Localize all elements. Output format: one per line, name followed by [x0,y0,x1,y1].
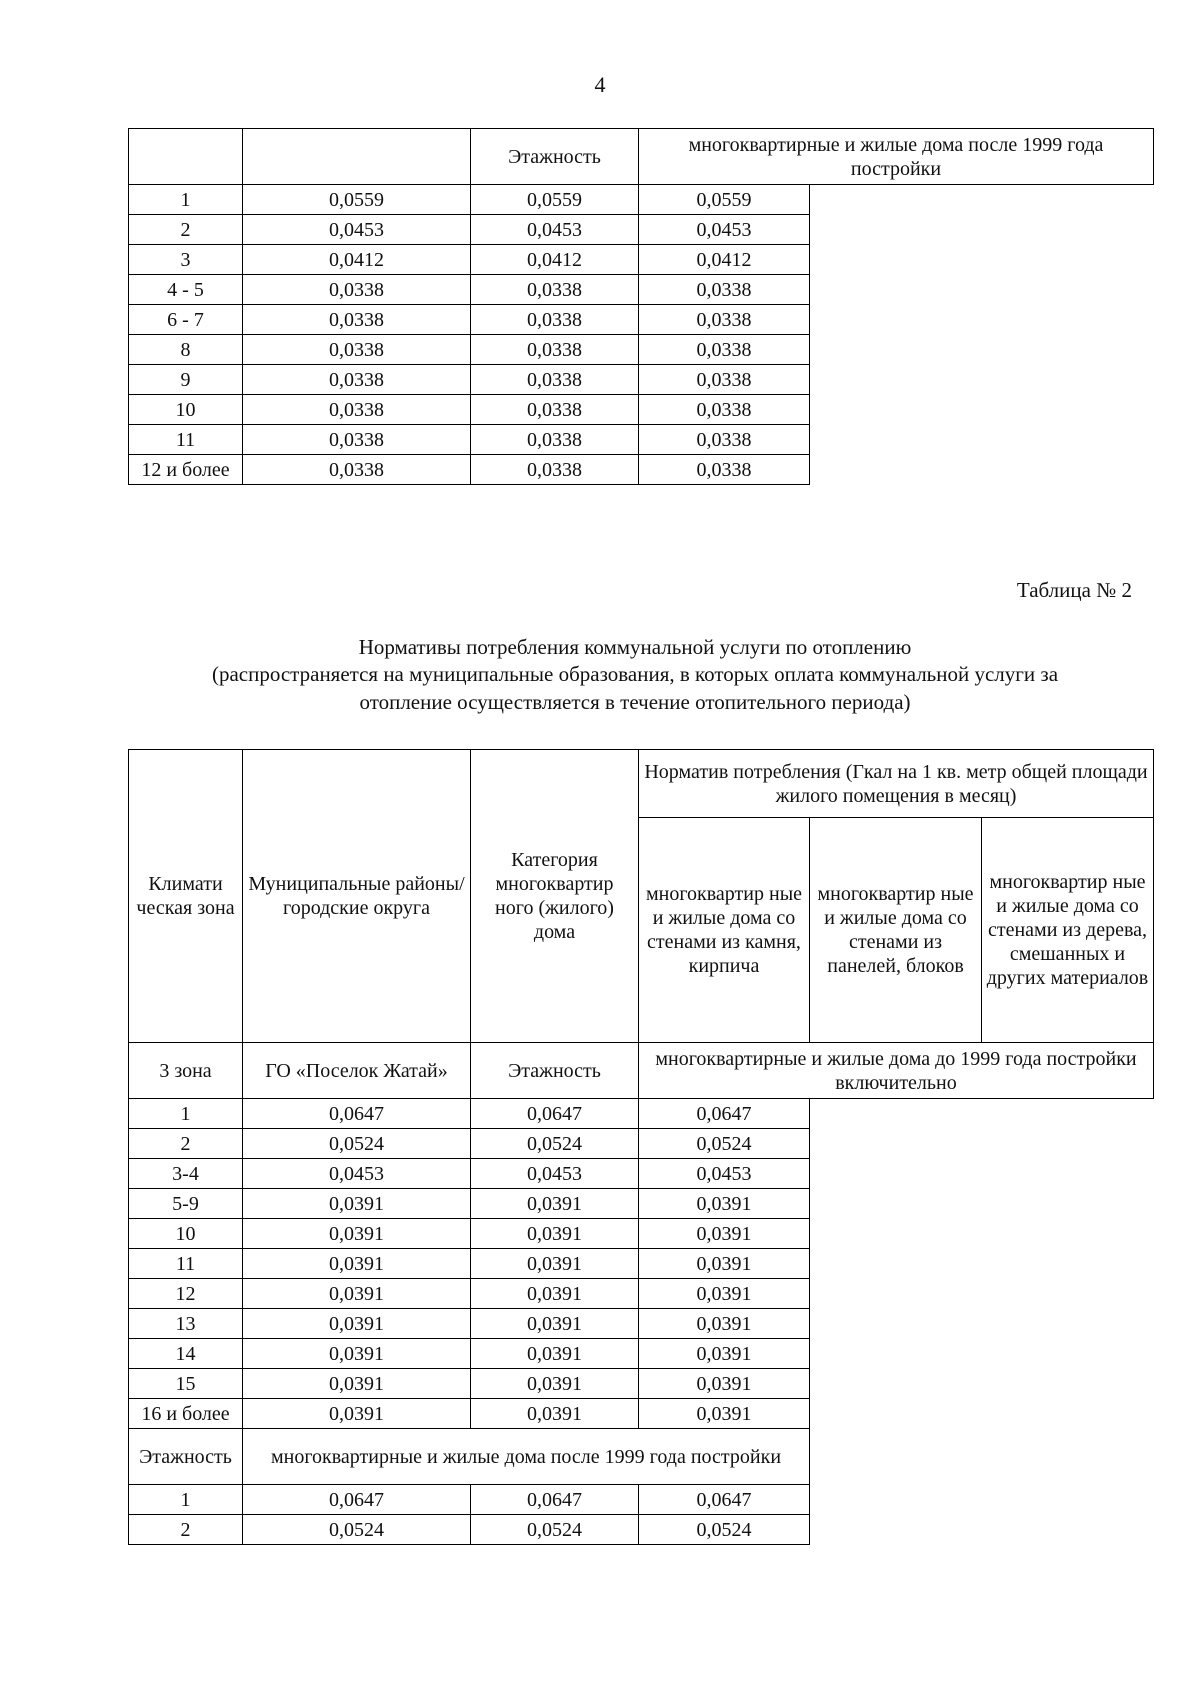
table-row [129,1515,1154,1545]
value-cell-stone: 0,0338 [243,395,471,425]
value-cell-panel: 0,0391 [471,1339,639,1369]
value-cell-stone: 0,0412 [243,245,471,275]
value-cell-wood: 0,0647 [639,1099,810,1129]
table-row [129,1309,1154,1339]
header-stone: многоквартир ные и жилые дома со стенами из камня, кирпича [639,818,810,1043]
value-cell-panel: 0,0391 [471,1399,639,1429]
value-cell-wood: 0,0391 [639,1219,810,1249]
floors-cell: 2 [129,215,243,245]
value-cell-stone: 0,0453 [243,1159,471,1189]
value-cell-wood: 0,0391 [639,1369,810,1399]
value-cell-panel: 0,0338 [471,365,639,395]
header-panel: многоквартир ные и жилые дома со стенами из панелей, блоков [810,818,982,1043]
section-category-label: многоквартирные и жилые дома после 1999 года постройки [243,1429,810,1485]
value-cell-wood: 0,0338 [639,365,810,395]
table-row [129,215,1154,245]
value-cell-stone: 0,0391 [243,1309,471,1339]
floors-cell: 2 [129,1129,243,1159]
floors-label: Этажность [129,1429,243,1485]
floors-cell: 8 [129,335,243,365]
value-cell-wood: 0,0338 [639,425,810,455]
value-cell-wood: 0,0412 [639,245,810,275]
value-cell-stone: 0,0647 [243,1485,471,1515]
table-row [129,245,1154,275]
floors-cell: 12 [129,1279,243,1309]
header-district: Муниципальные районы/городские округа [243,750,471,1043]
table-row [129,1399,1154,1429]
table-row [129,185,1154,215]
table-2 [128,749,1154,1545]
value-cell-wood: 0,0338 [639,275,810,305]
value-cell-stone: 0,0338 [243,425,471,455]
header-norm: Норматив потребления (Гкал на 1 кв. метр общей площади жилого помещения в месяц) [639,750,1154,818]
table-row [129,1189,1154,1219]
table-row [129,275,1154,305]
value-cell-wood: 0,0338 [639,455,810,485]
floors-cell: 15 [129,1369,243,1399]
value-cell-stone: 0,0391 [243,1189,471,1219]
table-row [129,425,1154,455]
floors-cell: 3-4 [129,1159,243,1189]
zone-cell: 3 зона [129,1043,243,1099]
table-1-continuation [128,128,1154,485]
section-category-label: многоквартирные и жилые дома до 1999 года постройки включительно [639,1043,1154,1099]
floors-cell: 12 и более [129,455,243,485]
value-cell-panel: 0,0338 [471,305,639,335]
value-cell-stone: 0,0338 [243,335,471,365]
floors-cell: 11 [129,1249,243,1279]
value-cell-stone: 0,0338 [243,275,471,305]
table-row [129,455,1154,485]
table-title-line: Нормативы потребления коммунальной услуги по отоплению [358,635,912,659]
floors-cell: 14 [129,1339,243,1369]
value-cell-stone: 0,0524 [243,1515,471,1545]
value-cell-panel: 0,0391 [471,1279,639,1309]
value-cell-panel: 0,0338 [471,335,639,365]
floors-cell: 3 [129,245,243,275]
value-cell-stone: 0,0391 [243,1369,471,1399]
floors-cell: 13 [129,1309,243,1339]
floors-cell: 2 [129,1515,243,1545]
table-row [129,305,1154,335]
value-cell-panel: 0,0338 [471,275,639,305]
value-cell-wood: 0,0391 [639,1339,810,1369]
floors-cell: 5-9 [129,1189,243,1219]
page-number: 4 [594,72,606,97]
table-2-section-2-rows [129,1485,1154,1545]
table-row [129,365,1154,395]
table-row [129,395,1154,425]
value-cell-panel: 0,0412 [471,245,639,275]
floors-cell: 4 - 5 [129,275,243,305]
value-cell-wood: 0,0391 [639,1399,810,1429]
section-category-label: многоквартирные и жилые дома после 1999 года постройки [639,129,1154,185]
value-cell-panel: 0,0524 [471,1129,639,1159]
zone-cell [129,129,243,185]
value-cell-stone: 0,0647 [243,1099,471,1129]
value-cell-stone: 0,0338 [243,365,471,395]
header-wood: многоквартир ные и жилые дома со стенами из дерева, смешанных и других материалов [982,818,1154,1043]
value-cell-panel: 0,0338 [471,455,639,485]
value-cell-panel: 0,0453 [471,1159,639,1189]
value-cell-wood: 0,0559 [639,185,810,215]
table-row [129,1279,1154,1309]
value-cell-wood: 0,0524 [639,1515,810,1545]
table-caption: Таблица № 2 [1016,578,1132,602]
value-cell-wood: 0,0453 [639,215,810,245]
value-cell-stone: 0,0391 [243,1249,471,1279]
floors-cell: 9 [129,365,243,395]
value-cell-wood: 0,0453 [639,1159,810,1189]
floors-cell: 11 [129,425,243,455]
table-row [129,1159,1154,1189]
floors-cell: 10 [129,1219,243,1249]
value-cell-wood: 0,0524 [639,1129,810,1159]
value-cell-panel: 0,0391 [471,1249,639,1279]
floors-cell: 16 и более [129,1399,243,1429]
table-row [129,1339,1154,1369]
table-2-section-1-rows [129,1099,1154,1429]
value-cell-wood: 0,0338 [639,305,810,335]
header-category: Категория многоквартир ного (жилого) дома [471,750,639,1043]
district-cell: ГО «Поселок Жатай» [243,1043,471,1099]
value-cell-stone: 0,0391 [243,1219,471,1249]
district-cell [243,129,471,185]
value-cell-stone: 0,0338 [243,305,471,335]
value-cell-panel: 0,0647 [471,1485,639,1515]
table-row [129,1485,1154,1515]
table-title-line: (распространяется на муниципальные образования, в которых оплата коммунальной услуги за [211,662,1059,687]
value-cell-stone: 0,0391 [243,1279,471,1309]
value-cell-panel: 0,0559 [471,185,639,215]
floors-cell: 10 [129,395,243,425]
value-cell-stone: 0,0453 [243,215,471,245]
value-cell-panel: 0,0647 [471,1099,639,1129]
value-cell-panel: 0,0391 [471,1219,639,1249]
value-cell-wood: 0,0391 [639,1189,810,1219]
value-cell-wood: 0,0391 [639,1309,810,1339]
table-title [130,634,1140,716]
value-cell-wood: 0,0647 [639,1485,810,1515]
table-row [129,1099,1154,1129]
floors-label: Этажность [471,1043,639,1099]
table-title-line: отопление осуществляется в течение отопительного периода) [359,689,911,714]
value-cell-stone: 0,0391 [243,1399,471,1429]
value-cell-stone: 0,0391 [243,1339,471,1369]
table-row [129,1249,1154,1279]
header-zone: Климати ческая зона [129,750,243,1043]
value-cell-wood: 0,0391 [639,1279,810,1309]
floors-cell: 6 - 7 [129,305,243,335]
table-row [129,1129,1154,1159]
floors-cell: 1 [129,1485,243,1515]
value-cell-panel: 0,0391 [471,1369,639,1399]
value-cell-wood: 0,0338 [639,335,810,365]
value-cell-panel: 0,0391 [471,1189,639,1219]
value-cell-panel: 0,0391 [471,1309,639,1339]
floors-cell: 1 [129,1099,243,1129]
value-cell-wood: 0,0391 [639,1249,810,1279]
table-1-rows [129,185,1154,485]
value-cell-stone: 0,0338 [243,455,471,485]
value-cell-wood: 0,0338 [639,395,810,425]
floors-label: Этажность [471,129,639,185]
value-cell-panel: 0,0338 [471,425,639,455]
value-cell-panel: 0,0338 [471,395,639,425]
table-row [129,335,1154,365]
value-cell-panel: 0,0524 [471,1515,639,1545]
value-cell-stone: 0,0524 [243,1129,471,1159]
table-row [129,1219,1154,1249]
floors-cell: 1 [129,185,243,215]
value-cell-stone: 0,0559 [243,185,471,215]
value-cell-panel: 0,0453 [471,215,639,245]
table-row [129,1369,1154,1399]
